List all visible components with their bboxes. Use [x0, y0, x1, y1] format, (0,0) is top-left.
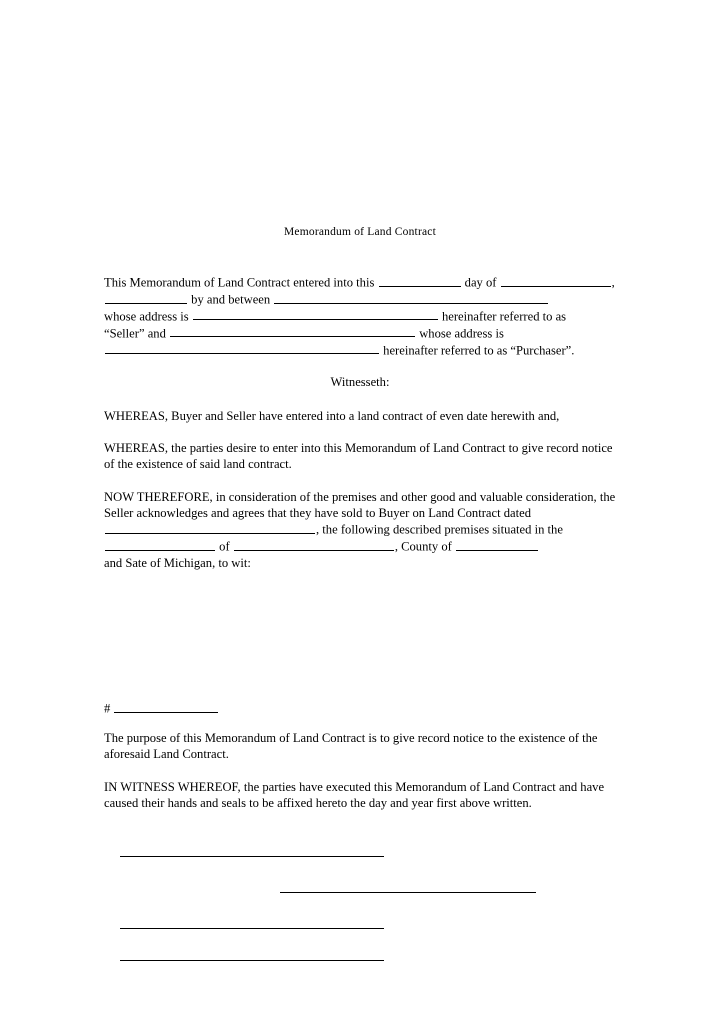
now-therefore-text-2: , the following described premises situated in the	[316, 523, 563, 538]
paragraph-purpose: The purpose of this Memorandum of Land Contract is to give record notice to the existence of the aforesaid Land Contract.	[104, 731, 598, 762]
intro-text-1: This Memorandum of Land Contract entered into this	[104, 275, 375, 290]
now-therefore-text-4: , County of	[394, 540, 452, 554]
blank-seller-address[interactable]	[193, 308, 438, 321]
blank-municipality-name[interactable]	[234, 538, 394, 551]
document-body	[104, 226, 616, 588]
signature-line-1[interactable]	[120, 856, 384, 857]
blank-purchaser-name[interactable]	[170, 325, 415, 338]
document-lower-block	[104, 730, 616, 827]
now-therefore-text-1: NOW THEREFORE, in consideration of the premises and other good and valuable consideration, the Seller acknowledges and agrees that they have sold to Buyer on Land Contract dated	[104, 489, 616, 521]
blank-day[interactable]	[379, 274, 461, 287]
blank-year[interactable]	[105, 291, 187, 304]
blank-contract-date[interactable]	[105, 521, 315, 534]
paragraph-whereas-2: WHEREAS, the parties desire to enter into this Memorandum of Land Contract to give record notice of the existence of said land contract.	[104, 441, 613, 472]
intro-text-3: ,	[611, 275, 615, 290]
hash-symbol: #	[104, 701, 111, 716]
paragraph-whereas-1: WHEREAS, Buyer and Seller have entered into a land contract of even date herewith and,	[104, 408, 560, 423]
paragraph-witness-whereof: IN WITNESS WHEREOF, the parties have executed this Memorandum of Land Contract and have caused their hands and seals to be affixed hereto the day and year first above written.	[104, 779, 605, 811]
witnesseth-heading: Witnesseth:	[330, 374, 390, 389]
paragraph-intro	[104, 274, 616, 359]
intro-text-7: “Seller” and	[104, 326, 166, 341]
intro-text-2: day of	[464, 275, 497, 290]
blank-county[interactable]	[456, 538, 538, 551]
blank-municipality-type[interactable]	[105, 538, 215, 551]
intro-text-5: whose address is	[104, 309, 189, 324]
blank-month[interactable]	[501, 274, 611, 287]
parcel-number-line	[104, 700, 218, 717]
now-therefore-text-5: and Sate of Michigan, to wit:	[104, 556, 251, 571]
signature-line-4[interactable]	[120, 960, 384, 961]
blank-parcel-number[interactable]	[114, 700, 218, 713]
intro-text-6: hereinafter referred to as	[441, 309, 567, 324]
intro-text-9: hereinafter referred to as “Purchaser”.	[383, 343, 575, 358]
signature-line-2[interactable]	[280, 892, 536, 893]
intro-text-8: whose address is	[419, 326, 504, 341]
intro-text-4: by and between	[191, 292, 271, 307]
blank-purchaser-address[interactable]	[105, 342, 379, 355]
page-title: Memorandum of Land Contract	[284, 226, 436, 238]
signature-line-3[interactable]	[120, 928, 384, 929]
paragraph-now-therefore	[104, 489, 616, 572]
blank-seller-name[interactable]	[274, 291, 548, 304]
now-therefore-text-3: of	[219, 540, 230, 554]
